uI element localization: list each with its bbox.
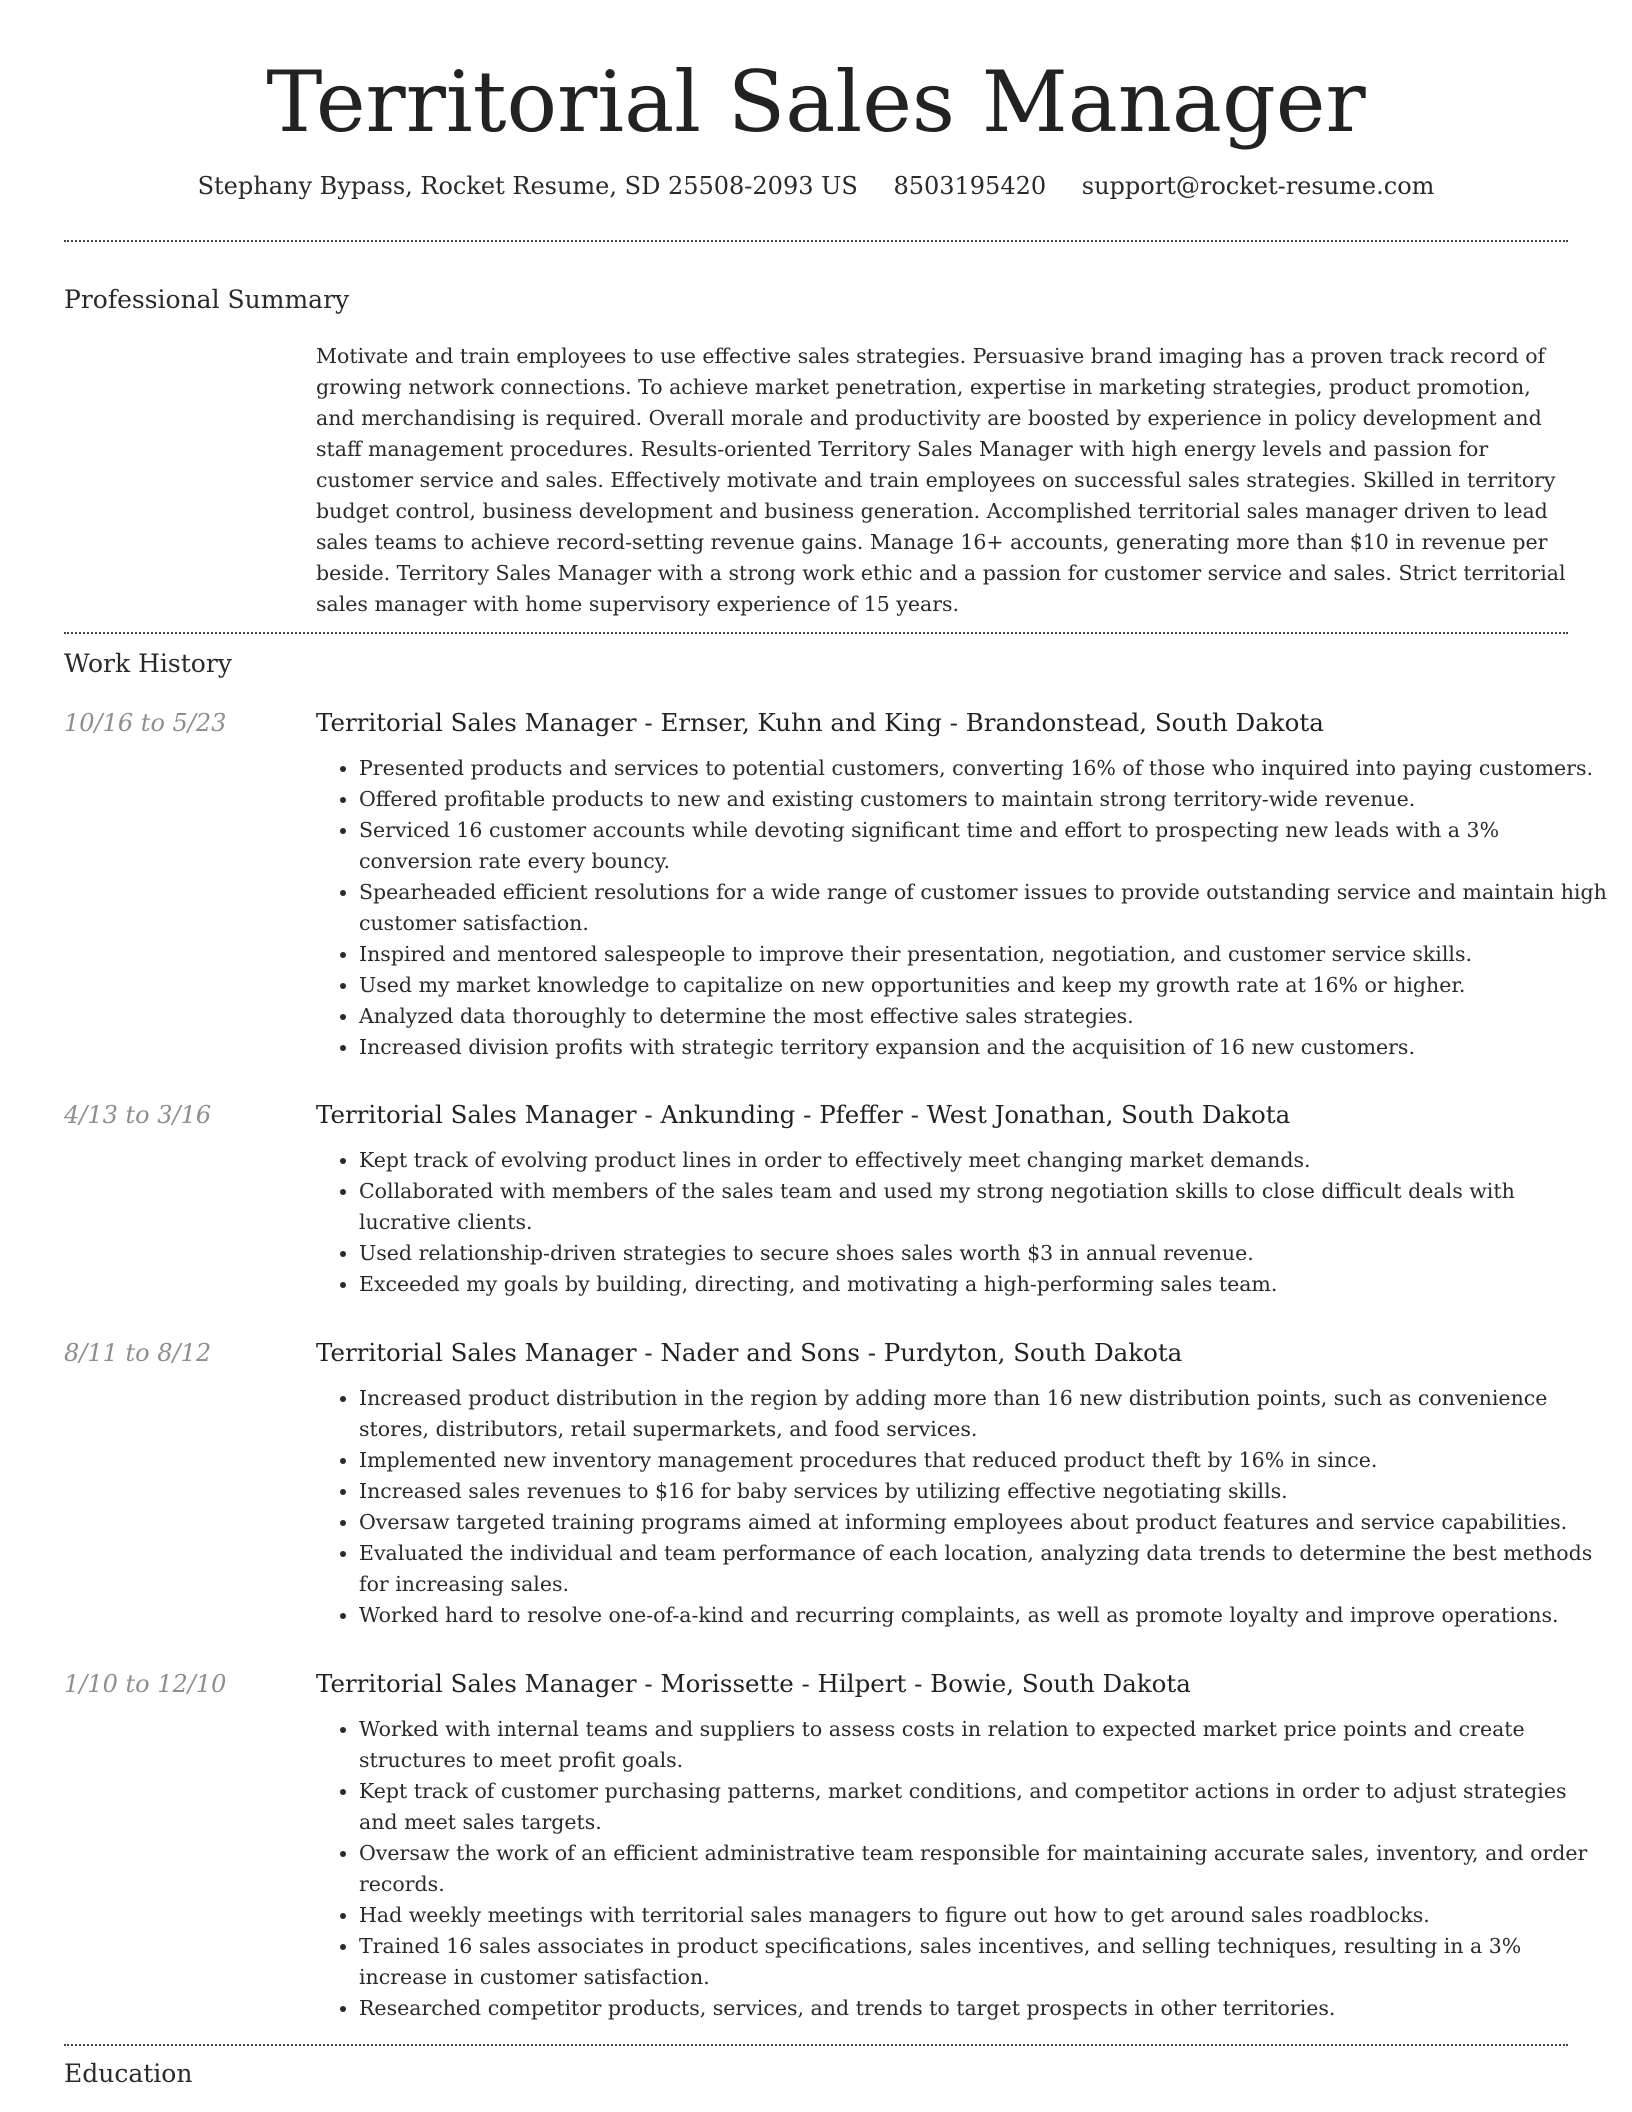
job-bullet: • Kept track of evolving product lines in order to effectively meet changing market demands. bbox=[359, 1145, 1611, 1176]
job-title: Territorial Sales Manager - Morissette - Hilpert - Bowie, South Dakota bbox=[316, 1669, 1191, 1698]
section-title-summary: Professional Summary bbox=[64, 285, 350, 314]
job-bullets bbox=[316, 1145, 1611, 1300]
job-bullet: • Increased sales revenues to $16 for baby services by utilizing effective negotiating skills. bbox=[359, 1476, 1611, 1507]
job-bullet: • Evaluated the individual and team performance of each location, analyzing data trends to determine the best methods for increasing sales. bbox=[359, 1538, 1611, 1600]
candidate-name: Territorial Sales Manager bbox=[266, 53, 1366, 151]
job-bullet: • Analyzed data thoroughly to determine the most effective sales strategies. bbox=[359, 1001, 1611, 1032]
contact-phone: 8503195420 bbox=[893, 172, 1047, 200]
job-bullets bbox=[316, 1714, 1611, 2024]
section-title-education: Education bbox=[64, 2059, 193, 2088]
job-bullet: • Had weekly meetings with territorial sales managers to figure out how to get around sales roadblocks. bbox=[359, 1900, 1611, 1931]
divider-summary bbox=[64, 632, 1568, 634]
job-bullet: • Spearheaded efficient resolutions for a wide range of customer issues to provide outstanding service and maintain high customer satisfaction. bbox=[359, 877, 1611, 939]
job-bullet: • Presented products and services to potential customers, converting 16% of those who inquired into paying customers. bbox=[359, 753, 1611, 784]
job-bullet: • Researched competitor products, services, and trends to target prospects in other territories. bbox=[359, 1993, 1611, 2024]
job-date: 1/10 to 12/10 bbox=[64, 1670, 227, 1698]
job-bullet: • Used relationship-driven strategies to secure shoes sales worth $3 in annual revenue. bbox=[359, 1238, 1611, 1269]
job-title: Territorial Sales Manager - Ernser, Kuhn and King - Brandonstead, South Dakota bbox=[316, 708, 1324, 737]
contact-address: Stephany Bypass, Rocket Resume, SD 25508-2093 US bbox=[197, 172, 858, 200]
job-title: Territorial Sales Manager - Ankunding - Pfeffer - West Jonathan, South Dakota bbox=[316, 1100, 1291, 1129]
divider-work-history bbox=[64, 2044, 1568, 2046]
job-date: 8/11 to 8/12 bbox=[64, 1339, 212, 1367]
contact-email: support@rocket-resume.com bbox=[1081, 172, 1435, 200]
job-bullet: • Worked with internal teams and suppliers to assess costs in relation to expected market price points and create structures to meet profit goals. bbox=[359, 1714, 1611, 1776]
job-bullet: • Offered profitable products to new and existing customers to maintain strong territory-wide revenue. bbox=[359, 784, 1611, 815]
job-bullets bbox=[316, 753, 1611, 1063]
contact-line bbox=[0, 170, 1632, 202]
job-bullet: • Inspired and mentored salespeople to improve their presentation, negotiation, and customer service skills. bbox=[359, 939, 1611, 970]
job-bullet: • Increased product distribution in the region by adding more than 16 new distribution points, such as convenience stores, distributors, retail supermarkets, and food services. bbox=[359, 1383, 1611, 1445]
job-bullet: • Implemented new inventory management procedures that reduced product theft by 16% in since. bbox=[359, 1445, 1611, 1476]
section-title-work-history: Work History bbox=[64, 649, 232, 678]
job-title: Territorial Sales Manager - Nader and Sons - Purdyton, South Dakota bbox=[316, 1338, 1183, 1367]
job-date: 10/16 to 5/23 bbox=[64, 709, 227, 737]
job-bullet: • Serviced 16 customer accounts while devoting significant time and effort to prospecting new leads with a 3% conversion rate every bouncy. bbox=[359, 815, 1611, 877]
divider-header bbox=[64, 240, 1568, 242]
job-bullet: • Oversaw the work of an efficient administrative team responsible for maintaining accurate sales, inventory, and order records. bbox=[359, 1838, 1611, 1900]
job-bullet: • Kept track of customer purchasing patterns, market conditions, and competitor actions in order to adjust strategies and meet sales targets. bbox=[359, 1776, 1611, 1838]
job-bullet: • Increased division profits with strategic territory expansion and the acquisition of 16 new customers. bbox=[359, 1032, 1611, 1063]
job-bullet: • Trained 16 sales associates in product specifications, sales incentives, and selling techniques, resulting in a 3% increase in customer satisfaction. bbox=[359, 1931, 1611, 1993]
job-bullet: • Used my market knowledge to capitalize on new opportunities and keep my growth rate at 16% or higher. bbox=[359, 970, 1611, 1001]
job-bullet: • Exceeded my goals by building, directing, and motivating a high-performing sales team. bbox=[359, 1269, 1611, 1300]
job-bullet: • Collaborated with members of the sales team and used my strong negotiation skills to close difficult deals with lucrative clients. bbox=[359, 1176, 1611, 1238]
summary-text: Motivate and train employees to use effective sales strategies. Persuasive brand imaging has a proven track record of growing network connections. To achieve market penetration, expertise in marketing strategies, product promotion, and merchandising is required. Overall morale and productivity are boosted by experience in policy development and staff management procedures. Results-oriented Territory Sales Manager with high energy levels and passion for customer service and sales. Effectively motivate and train employees on successful sales strategies. Skilled in territory budget control, business development and business generation. Accomplished territorial sales manager driven to lead sales teams to achieve record-setting revenue gains. Manage 16+ accounts, generating more than $10 in revenue per beside. Territory Sales Manager with a strong work ethic and a passion for customer service and sales. Strict territorial sales manager with home supervisory experience of 15 years. bbox=[316, 344, 1566, 616]
job-date: 4/13 to 3/16 bbox=[64, 1101, 212, 1129]
job-bullet: • Oversaw targeted training programs aimed at informing employees about product features and service capabilities. bbox=[359, 1507, 1611, 1538]
job-bullet: • Worked hard to resolve one-of-a-kind and recurring complaints, as well as promote loyalty and improve operations. bbox=[359, 1600, 1611, 1631]
job-bullets bbox=[316, 1383, 1611, 1631]
